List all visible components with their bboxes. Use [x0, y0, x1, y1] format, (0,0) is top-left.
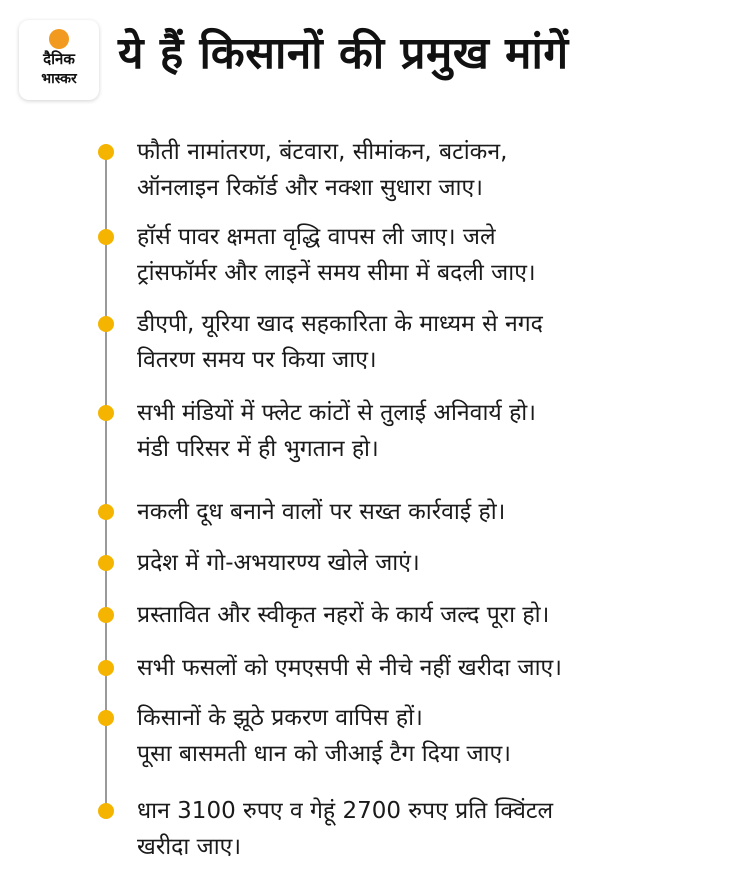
logo-text-line2: भास्कर [41, 71, 77, 87]
demand-text [137, 650, 722, 686]
bullet-dot-icon [98, 803, 114, 819]
demand-text-line: खरीदा जाए। [137, 834, 242, 860]
bullet-dot-icon [98, 555, 114, 571]
demand-text-line: सभी फसलों को एमएसपी से नीचे नहीं खरीदा जाए। [137, 655, 562, 681]
page-title: ये हैं किसानों की प्रमुख मांगें [118, 28, 569, 79]
demand-text [137, 597, 722, 633]
demand-text-line: किसानों के झूठे प्रकरण वापिस हों। [137, 705, 423, 731]
bullet-dot-icon [98, 504, 114, 520]
demand-text-line: धान 3100 रुपए व गेहूं 2700 रुपए प्रति क्विंटल [137, 798, 554, 824]
bullet-dot-icon [98, 229, 114, 245]
demand-text-line: नकली दूध बनाने वालों पर सख्त कार्रवाई हो। [137, 499, 506, 525]
demand-text [137, 793, 722, 865]
bullet-dot-icon [98, 710, 114, 726]
demand-text-line: डीएपी, यूरिया खाद सहकारिता के माध्यम से नगद [137, 311, 543, 337]
bullet-dot-icon [98, 144, 114, 160]
demand-text-line: सभी मंडियों में फ्लेट कांटों से तुलाई अनिवार्य हो। [137, 400, 536, 426]
logo-text-line1: दैनिक [43, 50, 75, 68]
demand-text [137, 134, 722, 206]
demand-text [137, 306, 722, 378]
demand-text-line: फौती नामांतरण, बंटवारा, सीमांकन, बटांकन, [137, 139, 508, 165]
demand-text-line: प्रस्तावित और स्वीकृत नहरों के कार्य जल्द पूरा हो। [137, 602, 550, 628]
demand-text [137, 700, 722, 772]
demand-text-line: पूसा बासमती धान को जीआई टैग दिया जाए। [137, 741, 511, 767]
demand-text [137, 395, 722, 467]
demand-text-line: ऑनलाइन रिकॉर्ड और नक्शा सुधारा जाए। [137, 175, 483, 201]
bullet-dot-icon [98, 607, 114, 623]
demand-text-line: ट्रांसफॉर्मर और लाइनें समय सीमा में बदली जाए। [137, 260, 536, 286]
demand-text-line: वितरण समय पर किया जाए। [137, 347, 377, 373]
demand-text [137, 545, 722, 581]
demand-text [137, 494, 722, 530]
bullet-dot-icon [98, 405, 114, 421]
demand-text-line: मंडी परिसर में ही भुगतान हो। [137, 436, 379, 462]
bullet-dot-icon [98, 660, 114, 676]
demand-text-line: हॉर्स पावर क्षमता वृद्धि वापस ली जाए। जले [137, 224, 496, 250]
bullet-dot-icon [98, 316, 114, 332]
demand-text [137, 219, 722, 291]
demand-text-line: प्रदेश में गो-अभयारण्य खोले जाएं। [137, 550, 420, 576]
